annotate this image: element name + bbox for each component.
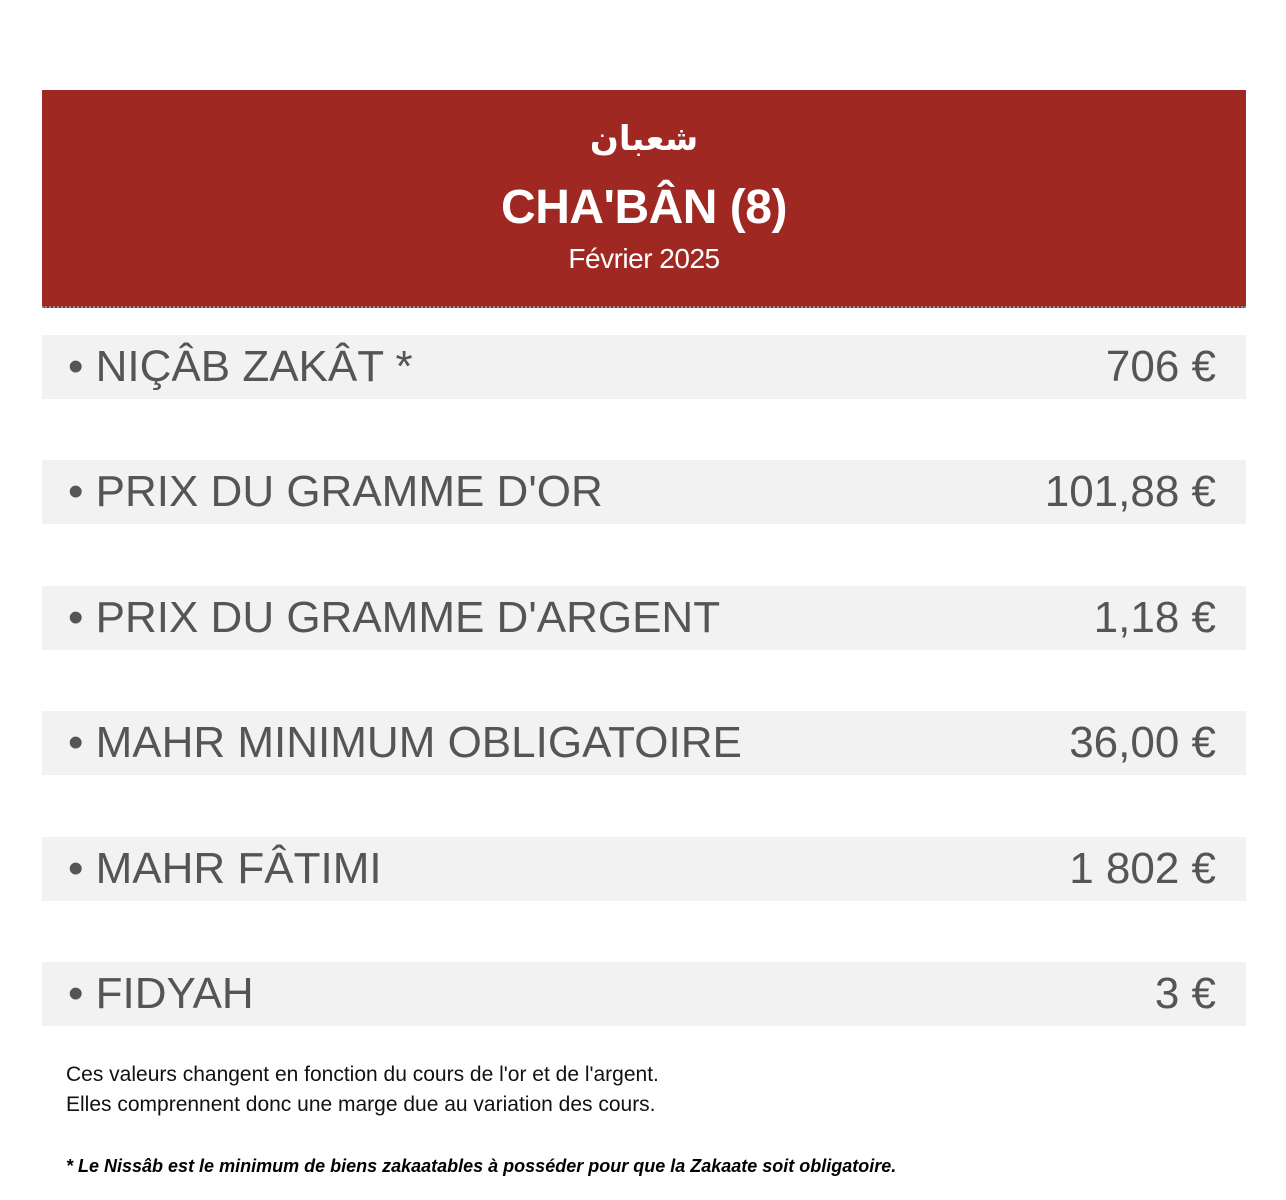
row-gold-price: [42, 460, 1246, 524]
row-label: • MAHR MINIMUM OBLIGATOIRE: [68, 718, 742, 767]
row-fidyah: [42, 962, 1246, 1026]
month-header: [42, 90, 1246, 308]
month-title: CHA'BÂN (8): [501, 181, 787, 234]
row-mahr-minimum: [42, 711, 1246, 775]
note-line-1: Ces valeurs changent en fonction du cours de l'or et de l'argent.: [66, 1063, 659, 1086]
row-value: 1,18 €: [1093, 593, 1216, 642]
row-value: 36,00 €: [1069, 718, 1216, 767]
row-label: • PRIX DU GRAMME D'OR: [68, 467, 603, 516]
row-label: • FIDYAH: [68, 969, 254, 1018]
row-value: 706 €: [1105, 342, 1216, 391]
row-label: • PRIX DU GRAMME D'ARGENT: [68, 593, 721, 642]
row-value: 1 802 €: [1069, 844, 1216, 893]
row-silver-price: [42, 586, 1246, 650]
row-label: • NIÇÂB ZAKÂT *: [68, 342, 413, 391]
row-label: • MAHR FÂTIMI: [68, 844, 382, 893]
arabic-month-title: شعبان: [589, 119, 699, 159]
nissab-footnote: * Le Nissâb est le minimum de biens zakaatables à posséder pour que la Zakaate soit obligatoire.: [66, 1156, 897, 1176]
note-line-2: Elles comprennent donc une marge due au variation des cours.: [66, 1093, 656, 1116]
row-value: 3 €: [1154, 969, 1216, 1018]
row-value: 101,88 €: [1044, 467, 1216, 516]
row-mahr-fatimi: [42, 837, 1246, 901]
row-nissab-zakat: [42, 335, 1246, 399]
month-date: Février 2025: [568, 243, 720, 274]
